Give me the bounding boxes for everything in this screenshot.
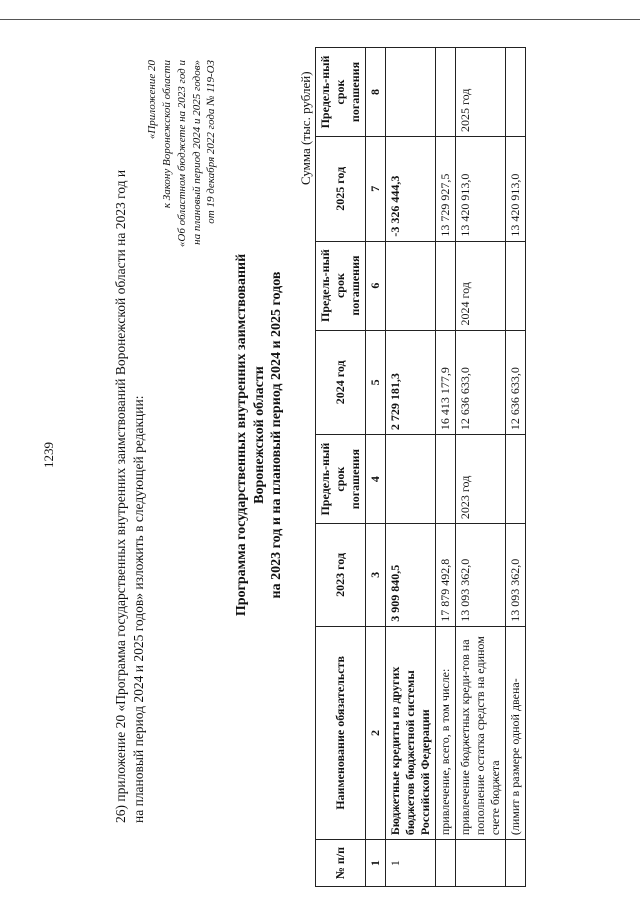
table-cell: 13 420 913,0: [506, 136, 526, 241]
page-number: 1239: [41, 442, 56, 468]
borrowing-table: [315, 47, 526, 887]
table-cell: 2 729 181,3: [386, 330, 436, 435]
table-cell: (лимит в размере одной двена-: [506, 626, 526, 839]
table-cell: Бюджетные кредиты из других бюджетов бюджетной системы Российской Федерации: [386, 626, 436, 839]
column-number: 2: [366, 626, 386, 839]
table-row: [436, 48, 456, 887]
table-cell: 3 909 840,5: [386, 524, 436, 627]
table-cell: 13 093 362,0: [506, 524, 526, 627]
table-cell: 17 879 492,8: [436, 524, 456, 627]
table-cell: [436, 840, 456, 887]
header-cell: 2025 год: [316, 136, 366, 241]
header-cell: Предель-ный срок погашения: [316, 48, 366, 137]
appendix-line-2: к Закону Воронежской области: [160, 60, 173, 209]
header-cell: 2024 год: [316, 330, 366, 435]
table-cell: [436, 241, 456, 330]
header-cell: Наименование обязательств: [316, 626, 366, 839]
table-cell: [456, 840, 506, 887]
table-cell: привлечение, всего, в том числе:: [436, 626, 456, 839]
table-cell: 12 636 633,0: [456, 330, 506, 435]
table-cell: [386, 241, 436, 330]
table-cell: [506, 840, 526, 887]
table-cell: 16 413 177,9: [436, 330, 456, 435]
table-cell: [436, 48, 456, 137]
table-cell: 2024 год: [456, 241, 506, 330]
header-cell: № п/п: [316, 840, 366, 887]
intro-line-1: 26) приложение 20 «Программа государственных внутренних заимствований Воронежской области на 2023 год и: [113, 169, 128, 823]
table-cell: [386, 435, 436, 524]
table-cell: [506, 435, 526, 524]
intro-line-2: на плановый период 2024 и 2025 годов» изложить в следующей редакции:: [131, 395, 147, 823]
appendix-line-3: «Об областном бюджете на 2023 год и: [175, 60, 188, 248]
table-row: [456, 48, 506, 887]
column-number: 3: [366, 524, 386, 627]
column-number: 7: [366, 136, 386, 241]
header-cell: Предель-ный срок погашения: [316, 435, 366, 524]
column-number: 1: [366, 840, 386, 887]
table-cell: [506, 241, 526, 330]
title-line-1: Программа государственных внутренних заимствований Воронежской области: [234, 253, 267, 617]
unit-label: Сумма (тыс. рублей): [298, 71, 313, 185]
appendix-line-1: «Приложение 20: [146, 60, 158, 140]
page-edge-line: [0, 19, 640, 20]
intro-text: [112, 83, 148, 823]
header-cell: Предель-ный срок погашения: [316, 241, 366, 330]
column-number: 5: [366, 330, 386, 435]
header-row: [316, 48, 366, 887]
title-line-2: на 2023 год и на плановый период 2024 и 2025 годов: [269, 271, 284, 599]
table-row: [506, 48, 526, 887]
column-number: 4: [366, 435, 386, 524]
appendix-line-4: на плановый период 2024 и 2025 годов»: [190, 60, 203, 245]
column-number: 8: [366, 48, 386, 137]
program-title: [233, 215, 286, 655]
header-cell: 2023 год: [316, 524, 366, 627]
table-cell: [386, 48, 436, 137]
table-cell: 13 420 913,0: [456, 136, 506, 241]
table-cell: -3 326 444,3: [386, 136, 436, 241]
appendix-line-5: от 19 декабря 2022 года № 119-ОЗ: [205, 60, 218, 224]
table-cell: 13 093 362,0: [456, 524, 506, 627]
table-cell: 2023 год: [456, 435, 506, 524]
appendix-reference: [145, 60, 219, 280]
table-cell: 2025 год: [456, 48, 506, 137]
table-cell: 12 636 633,0: [506, 330, 526, 435]
column-number-row: [366, 48, 386, 887]
table-cell: [506, 48, 526, 137]
table-cell: [436, 435, 456, 524]
table-row: [386, 48, 436, 887]
table-cell: привлечение бюджетных креди-тов на пополнение остатка средств на едином счете бюджета: [456, 626, 506, 839]
table-cell: 1: [386, 840, 436, 887]
table-cell: 13 729 927,5: [436, 136, 456, 241]
column-number: 6: [366, 241, 386, 330]
